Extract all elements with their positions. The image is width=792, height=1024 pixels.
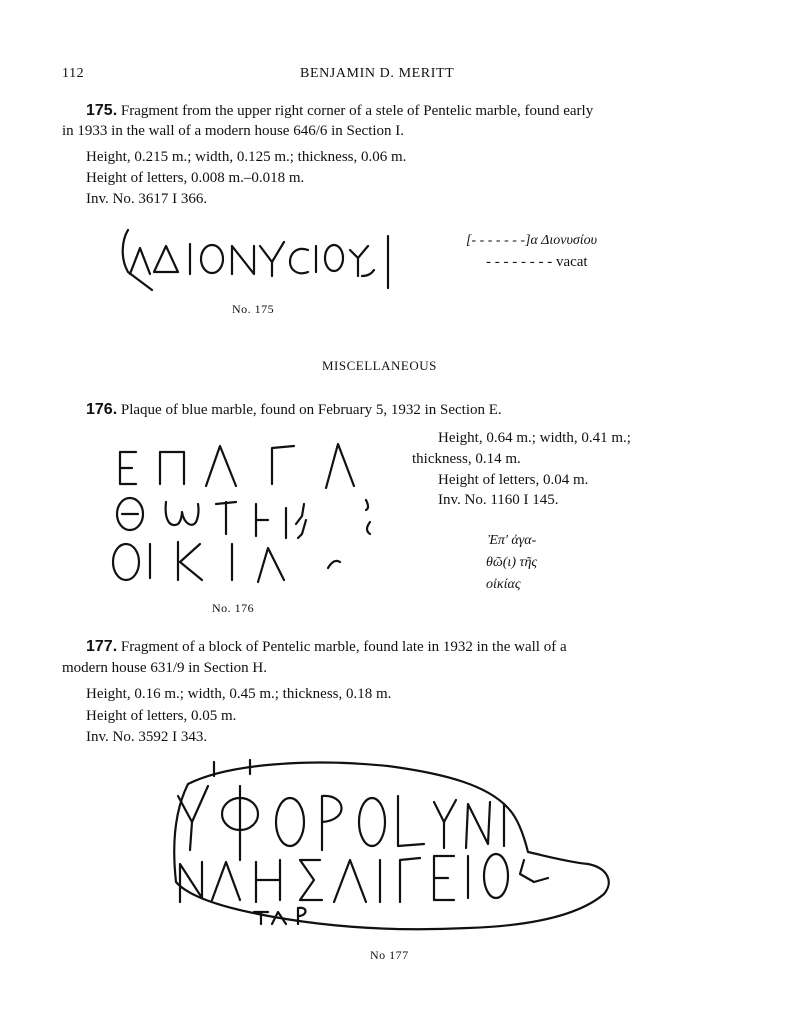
entry-number: 175. xyxy=(86,102,118,119)
entry-description-cont: in 1933 in the wall of a modern house 646/6 in Section I. xyxy=(62,123,405,139)
page-number: 112 xyxy=(62,66,85,81)
entry-description: Fragment from the upper right corner of a stele of Pentelic marble, found early xyxy=(120,103,594,119)
transcription-line: θῶ(ι) τῆς xyxy=(486,555,538,570)
transcription-line: - - - - - - - - vacat xyxy=(486,254,588,270)
entry-description: Plaque of blue marble, found on February 5, 1932 in Section E. xyxy=(120,402,502,418)
inscription-drawing-176 xyxy=(108,438,378,598)
figure-caption: No. 175 xyxy=(232,302,275,316)
transcription-line: [- - - - - - -]α Διονυσίου xyxy=(466,233,598,248)
entry-dimensions-cont: thickness, 0.14 m. xyxy=(412,451,521,467)
inscription-drawing-175 xyxy=(118,222,398,294)
entry-number: 176. xyxy=(86,401,118,418)
entry-letter-height: Height of letters, 0.008 m.–0.018 m. xyxy=(86,170,305,186)
entry-number: 177. xyxy=(86,638,118,655)
entry-dimensions: Height, 0.215 m.; width, 0.125 m.; thickness, 0.06 m. xyxy=(86,149,407,165)
section-heading: MISCELLANEOUS xyxy=(322,358,437,373)
entry-inventory: Inv. No. 3592 I 343. xyxy=(86,729,208,745)
entry-175-first-line xyxy=(86,101,593,121)
entry-description-cont: modern house 631/9 in Section H. xyxy=(62,660,267,676)
figure-caption: No 177 xyxy=(370,948,409,962)
entry-inventory: Inv. No. 1160 I 145. xyxy=(438,492,559,508)
entry-177-first-line xyxy=(86,637,567,657)
entry-inventory: Inv. No. 3617 I 366. xyxy=(86,191,208,207)
transcription-line: οἰκίας xyxy=(486,577,521,592)
entry-letter-height: Height of letters, 0.05 m. xyxy=(86,708,237,724)
transcription-line: Ἐπ' ἀγα- xyxy=(488,533,537,548)
entry-description: Fragment of a block of Pentelic marble, found late in 1932 in the wall of a xyxy=(120,639,567,655)
figure-caption: No. 176 xyxy=(212,601,255,615)
entry-letter-height: Height of letters, 0.04 m. xyxy=(438,472,589,488)
inscription-drawing-177 xyxy=(168,756,618,936)
entry-dimensions: Height, 0.16 m.; width, 0.45 m.; thickness, 0.18 m. xyxy=(86,686,392,702)
running-title: BENJAMIN D. MERITT xyxy=(300,66,455,81)
entry-176-first-line xyxy=(86,400,502,420)
entry-dimensions: Height, 0.64 m.; width, 0.41 m.; xyxy=(438,430,631,446)
